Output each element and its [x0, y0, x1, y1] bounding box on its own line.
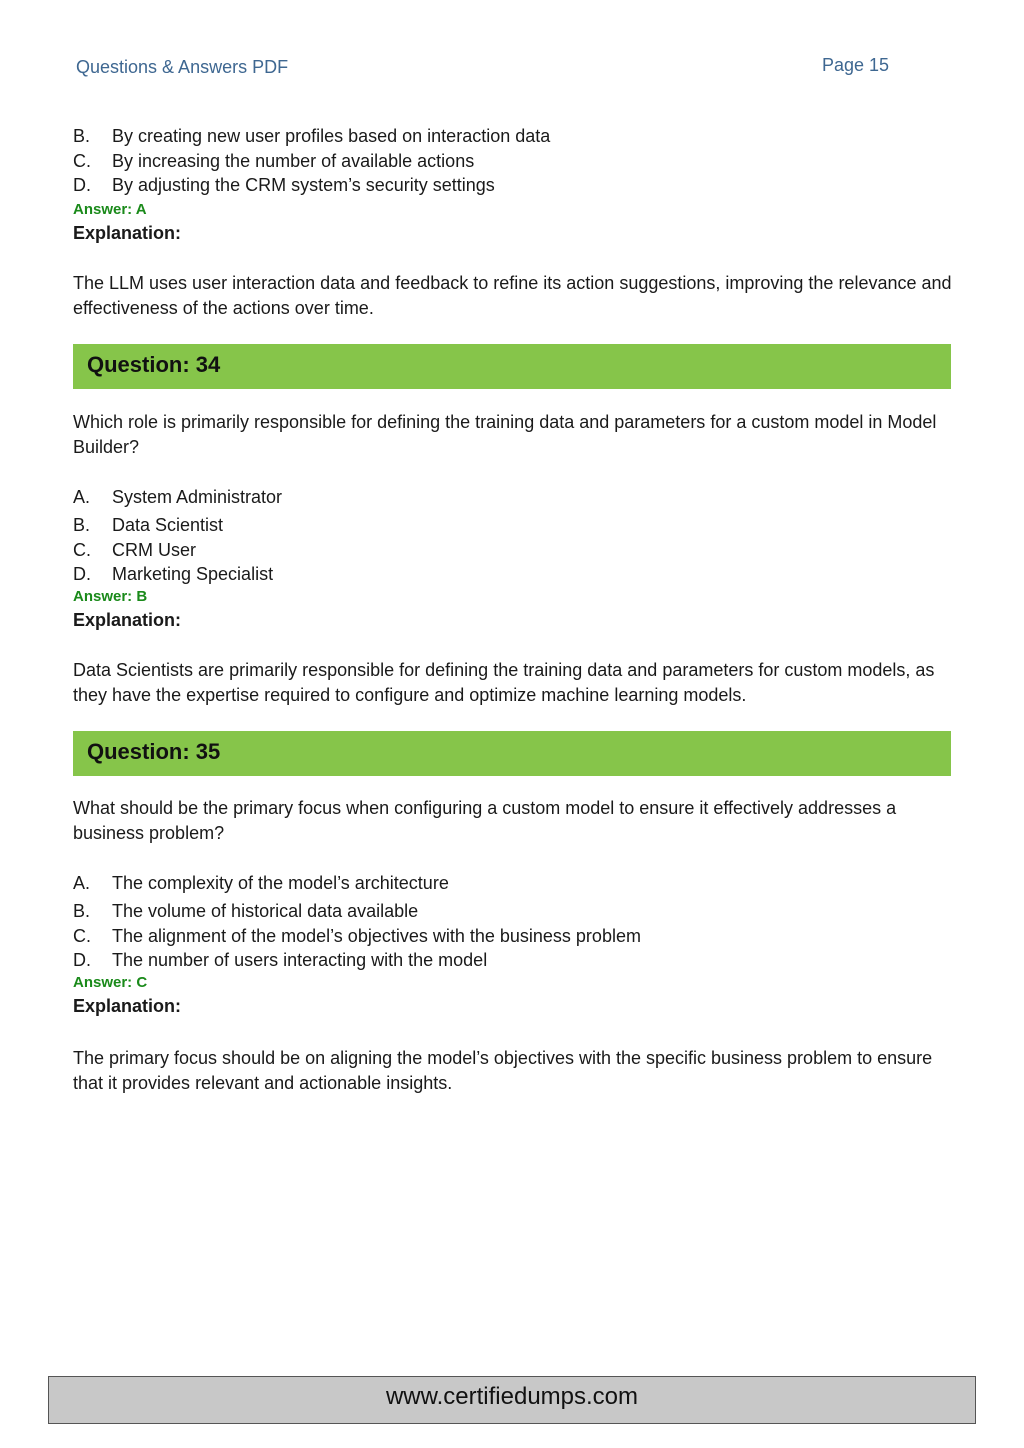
question-banner: [73, 731, 951, 776]
explanation-label: Explanation:: [73, 223, 182, 243]
option-text: Data Scientist: [112, 515, 224, 535]
question-text: What should be the primary focus when configuring a custom model to ensure it effectively addresses a business problem?: [73, 798, 897, 843]
option-letter: A.: [73, 873, 91, 893]
document-title: Questions & Answers PDF: [76, 57, 289, 77]
option-text: The volume of historical data available: [112, 901, 419, 921]
explanation-text: Data Scientists are primarily responsible for defining the training data and parameters for custom models, as they have the expertise required to configure and optimize machine learning models.: [73, 660, 935, 705]
answer-label: Answer: C: [73, 974, 148, 991]
option-letter: D.: [73, 564, 91, 584]
question-title: Question: 35: [87, 739, 221, 764]
answer-label: Answer: A: [73, 201, 147, 218]
option-text: By increasing the number of available actions: [112, 151, 475, 171]
option-letter: C.: [73, 540, 91, 560]
explanation-text: The primary focus should be on aligning the model’s objectives with the specific business problem to ensure that it provides relevant and actionable insights.: [73, 1048, 933, 1093]
option-text: The alignment of the model’s objectives with the business problem: [112, 926, 641, 946]
option-text: By adjusting the CRM system’s security settings: [112, 175, 495, 195]
option-text: CRM User: [112, 540, 196, 560]
option-letter: D.: [73, 175, 91, 195]
option-letter: B.: [73, 515, 91, 535]
footer-bar: [48, 1376, 976, 1424]
option-letter: C.: [73, 926, 91, 946]
option-letter: D.: [73, 950, 91, 970]
footer-url: www.certifiedumps.com: [385, 1383, 639, 1410]
option-text: The complexity of the model’s architecture: [112, 873, 449, 893]
explanation-label: Explanation:: [73, 610, 182, 630]
question-title: Question: 34: [87, 352, 221, 377]
option-letter: B.: [73, 126, 91, 146]
option-text: By creating new user profiles based on interaction data: [112, 126, 551, 146]
explanation-label: Explanation:: [73, 996, 182, 1016]
answer-label: Answer: B: [73, 588, 148, 605]
option-letter: C.: [73, 151, 91, 171]
option-letter: A.: [73, 487, 91, 507]
page-number: Page 15: [822, 55, 890, 75]
option-text: The number of users interacting with the model: [112, 950, 488, 970]
explanation-text: The LLM uses user interaction data and feedback to refine its action suggestions, improving the relevance and effectiveness of the actions over time.: [73, 273, 952, 318]
option-text: System Administrator: [112, 487, 283, 507]
option-letter: B.: [73, 901, 91, 921]
question-text: Which role is primarily responsible for defining the training data and parameters for a custom model in Model Builder?: [73, 412, 937, 457]
option-text: Marketing Specialist: [112, 564, 274, 584]
question-banner: [73, 344, 951, 389]
